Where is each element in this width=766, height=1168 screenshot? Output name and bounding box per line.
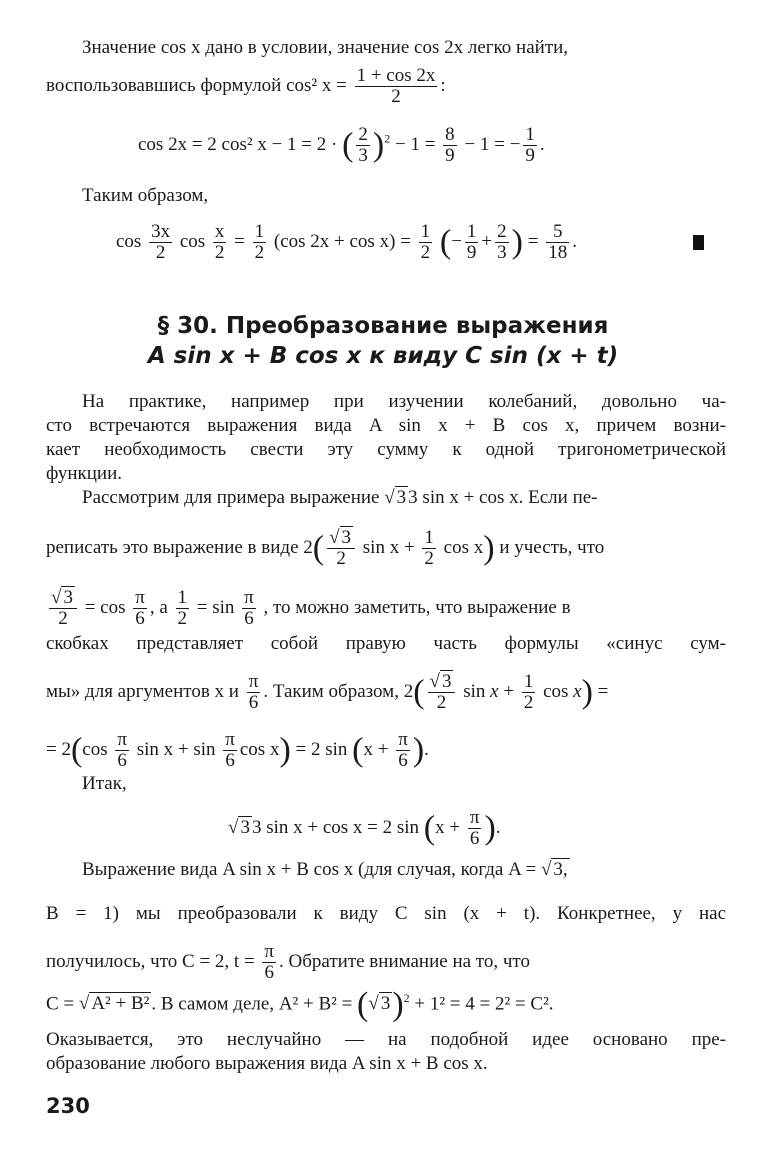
fraction: $\frac{2}{3}$ <box>358 124 368 166</box>
text-line: образование любого выражения вида A sin x + B cos x. <box>46 1053 488 1074</box>
text-line: Рассмотрим для примера выражение √ 3 3 sin x + cos x. Если пе- <box>82 487 598 508</box>
text-line: Итак, <box>82 773 127 794</box>
text-line: воспользовавшись формулой cos² x = $\frac{1 + \cos 2x}{2}$ : <box>46 65 446 107</box>
section-subtitle: A sin x + B cos x к виду C sin (x + t) <box>147 343 619 369</box>
equation-cos2x: cos 2x = 2 cos² x − 1 = 2 · ( $\frac{2}{3}$ )$^2$ − 1 = $\frac{8}{9}$ − 1 = − $\frac{1}{9}$ . <box>138 124 545 166</box>
fraction: $\frac{1 + \cos 2x}{2}$ <box>356 65 436 107</box>
section-title: § 30. Преобразование выражения <box>157 313 609 339</box>
text-line: C = √ A² + B² . В самом деле, A² + B² = (√ 3)$^2$ + 1² = 4 = 2² = C². <box>46 986 554 1023</box>
text-line: Оказывается, это неслучайно — на подобной идее основано пре- <box>46 1029 726 1050</box>
text-line: Значение cos x дано в условии, значение cos 2x легко найти, <box>82 37 569 58</box>
text-line: мы» для аргументов x и $\frac{\pi}{6}$ . Таким образом, 2( $\frac{√ 3}{2}$ sin x + $\frac{1}{2}$ cos x) = <box>46 671 609 713</box>
text-line: B = 1) мы преобразовали к виду C sin (x + t). Конкретнее, у нас <box>46 903 726 924</box>
text-line: Таким образом, <box>82 185 209 206</box>
text-line: На практике, например при изучении колебаний, довольно ча- <box>82 391 726 412</box>
text-line: $\frac{√ 3}{2}$ = cos $\frac{\pi}{6}$ , а $\frac{1}{2}$ = sin $\frac{\pi}{6}$ , то можно заметить, что выражение в <box>51 587 571 629</box>
text-line: Выражение вида A sin x + B cos x (для случая, когда A = √ 3, <box>82 859 568 880</box>
equation-product: cos $\frac{3x}{2}$ cos $\frac{x}{2}$ = $\frac{1}{2}$ (cos 2x + cos x) = $\frac{1}{2}$ (− $\frac{1}{9}$ + $\frac{2}{3}$ ) = $\frac{5}{18}$ . <box>116 221 577 263</box>
text-line: функции. <box>46 463 122 484</box>
text-line: кает необходимость свести эту сумму к одной тригонометрической <box>46 439 726 460</box>
text-line: сто встречаются выражения вида A sin x + B cos x, причем возни- <box>46 415 726 436</box>
text-line: получилось, что C = 2, t = $\frac{\pi}{6}$ . Обратите внимание на то, что <box>46 941 530 983</box>
fraction: $\frac{8}{9}$ <box>445 124 455 166</box>
text-line: реписать это выражение в виде 2( $\frac{√ 3}{2}$ sin x + $\frac{1}{2}$ cos x) и учесть, что <box>46 527 605 569</box>
fraction: $\frac{1}{9}$ <box>525 124 535 166</box>
equation-result: √ 3 3 sin x + cos x = 2 sin (x + $\frac{\pi}{6}$ ). <box>228 807 501 849</box>
text-line: = 2(cos $\frac{\pi}{6}$ sin x + sin $\frac{\pi}{6}$ cos x) = 2 sin (x + $\frac{\pi}{6}$ ). <box>46 729 429 771</box>
text-line: скобках представляет собой правую часть формулы «синус сум- <box>46 633 726 654</box>
page-number: 230 <box>46 1094 90 1118</box>
proof-end-mark <box>693 235 704 250</box>
